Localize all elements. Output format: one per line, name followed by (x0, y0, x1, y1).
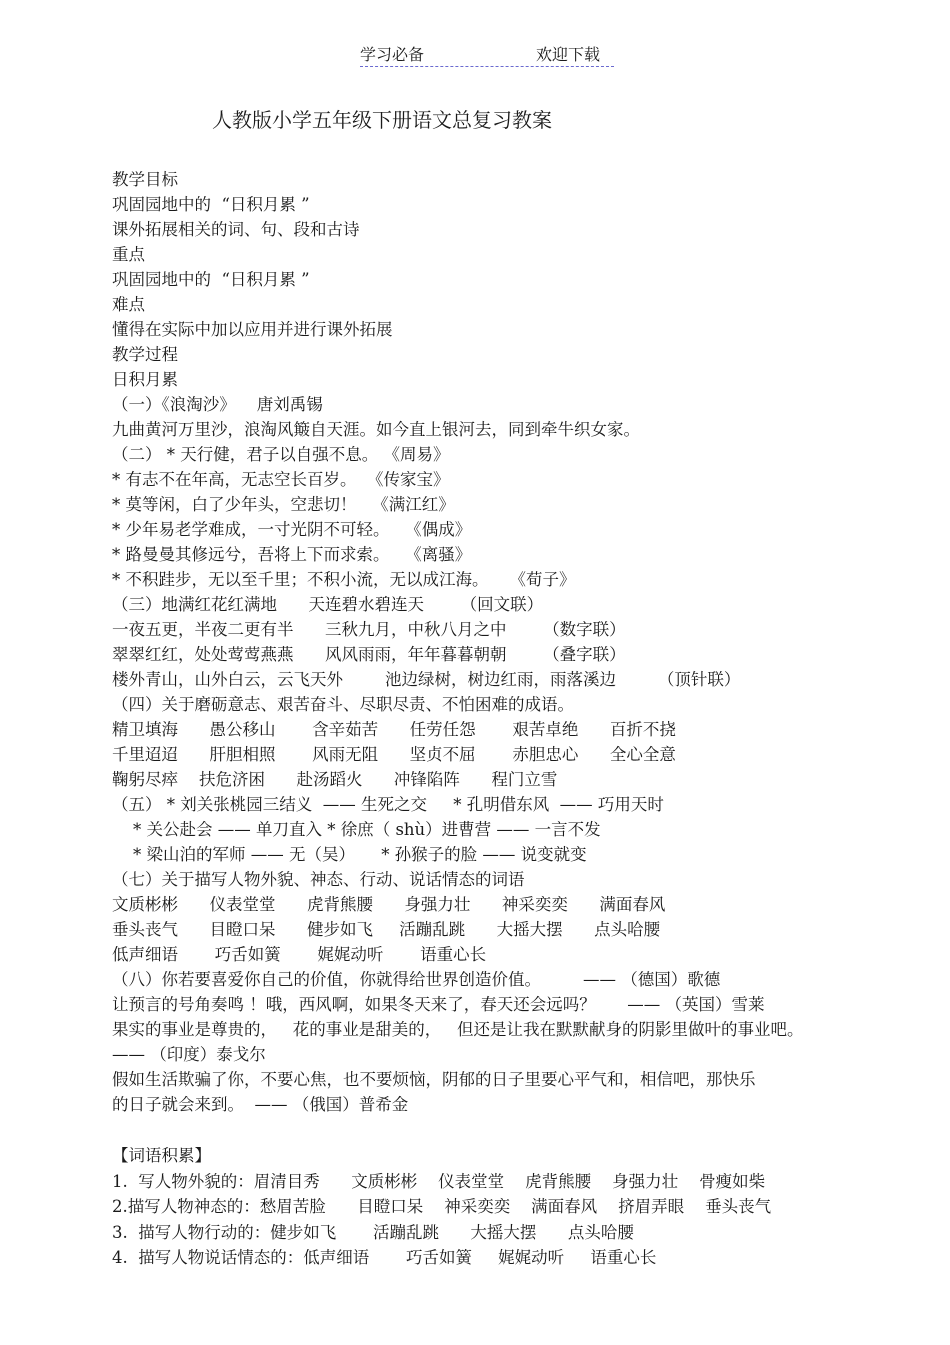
text-line: 一夜五更，半夜二更有半 三秋九月，中秋八月之中 （数字联） (112, 620, 626, 639)
document-title: 人教版小学五年级下册语文总复习教案 (212, 108, 552, 132)
text-line: * 少年易老学难成，一寸光阴不可轻。 《偶成》 (112, 520, 472, 539)
header-left-text: 学习必备 (360, 45, 425, 64)
text-line: 日积月累 (112, 370, 178, 389)
text-line: * 不积跬步，无以至千里；不积小流，无以成江海。 《荀子》 (112, 570, 576, 589)
text-line: 精卫填海 愚公移山 含辛茹苦 任劳任怨 艰苦卓绝 百折不挠 (112, 720, 676, 739)
text-line: * 莫等闲，白了少年头，空悲切！ 《满江红》 (112, 495, 455, 514)
document-body (112, 167, 942, 1271)
text-line: （三）地满红花红满地 天连碧水碧连天 （回文联） (112, 595, 544, 614)
text-line: 巩固园地中的 “日积月累 ” (112, 195, 310, 214)
text-line: （四）关于磨砺意志、艰苦奋斗、尽职尽责、不怕困难的成语。 (112, 695, 574, 714)
text-line: * 关公赴会 —— 单刀直入 * 徐庶（ shù）进曹营 —— 一言不发 (112, 820, 601, 839)
text-line: 假如生活欺骗了你，不要心焦，也不要烦恼，阴郁的日子里要心平气和，相信吧，那快乐 (112, 1070, 756, 1089)
header-right-text: 欢迎下载 (536, 45, 601, 64)
text-line: 九曲黄河万里沙，浪淘风簸自天涯。如今直上银河去，同到牵牛织女家。 (112, 420, 640, 439)
text-line: 低声细语 巧舌如簧 娓娓动听 语重心长 (112, 945, 487, 964)
text-line: * 有志不在年高，无志空长百岁。 《传家宝》 (112, 470, 450, 489)
text-line: 楼外青山，山外白云，云飞天外 池边绿树，树边红雨，雨落溪边 （顶针联） (112, 670, 741, 689)
vocab-item: 4. 描写人物说话情态的：低声细语 巧舌如簧 娓娓动听 语重心长 (112, 1248, 657, 1267)
text-line: 重点 (112, 245, 145, 264)
text-line: 课外拓展相关的词、句、段和古诗 (112, 220, 360, 239)
text-line: 巩固园地中的 “日积月累 ” (112, 270, 310, 289)
text-line: （五） * 刘关张桃园三结义 —— 生死之交 * 孔明借东风 —— 巧用天时 (112, 795, 664, 814)
text-line: —— （印度）泰戈尔 (112, 1045, 266, 1064)
text-line: （八）你若要喜爱你自己的价值，你就得给世界创造价值。 —— （德国）歌德 (112, 970, 721, 989)
text-line: 鞠躬尽瘁 扶危济困 赴汤蹈火 冲锋陷阵 程门立雪 (112, 770, 558, 789)
text-line: * 路曼曼其修远兮，吾将上下而求索。 《离骚》 (112, 545, 472, 564)
text-line: 的日子就会来到。 —— （俄国）普希金 (112, 1095, 409, 1114)
text-line: 果实的事业是尊贵的， 花的事业是甜美的， 但还是让我在默默献身的阴影里做叶的事业吧。 (112, 1020, 804, 1039)
section-spacer (112, 1117, 942, 1143)
text-line: 教学目标 (112, 170, 178, 189)
text-line: 懂得在实际中加以应用并进行课外拓展 (112, 320, 393, 339)
text-line: 翠翠红红，处处莺莺燕燕 风风雨雨，年年暮暮朝朝 （叠字联） (112, 645, 626, 664)
page-header (360, 42, 614, 67)
vocab-item: 3. 描写人物行动的：健步如飞 活蹦乱跳 大摇大摆 点头哈腰 (112, 1222, 634, 1242)
text-line: 千里迢迢 肝胆相照 风雨无阻 坚贞不屈 赤胆忠心 全心全意 (112, 745, 676, 764)
text-line: * 梁山泊的军师 —— 无（吴） * 孙猴子的脸 —— 说变就变 (112, 845, 587, 864)
text-line: （二） * 天行健，君子以自强不息。 《周易》 (112, 445, 450, 464)
text-line: 文质彬彬 仪表堂堂 虎背熊腰 身强力壮 神采奕奕 满面春风 (112, 895, 666, 914)
text-line: 垂头丧气 目瞪口呆 健步如飞 活蹦乱跳 大摇大摆 点头哈腰 (112, 920, 661, 939)
vocab-item: 2.描写人物神态的：愁眉苦脸 目瞪口呆 神采奕奕 满面春风 挤眉弄眼 垂头丧气 (112, 1197, 772, 1216)
vocab-item: 1. 写人物外貌的：眉清目秀 文质彬彬 仪表堂堂 虎背熊腰 身强力壮 骨瘦如柴 (112, 1171, 766, 1191)
text-line: （一）《浪淘沙》 唐刘禹锡 (112, 395, 323, 414)
vocab-heading: 【词语积累】 (112, 1146, 211, 1165)
text-line: 难点 (112, 295, 145, 314)
text-line: （七）关于描写人物外貌、神态、行动、说话情态的词语 (112, 870, 525, 889)
text-line: 让预言的号角奏鸣 ！哦，西风啊，如果冬天来了，春天还会远吗？ —— （英国）雪莱 (112, 995, 765, 1014)
text-line: 教学过程 (112, 345, 178, 364)
